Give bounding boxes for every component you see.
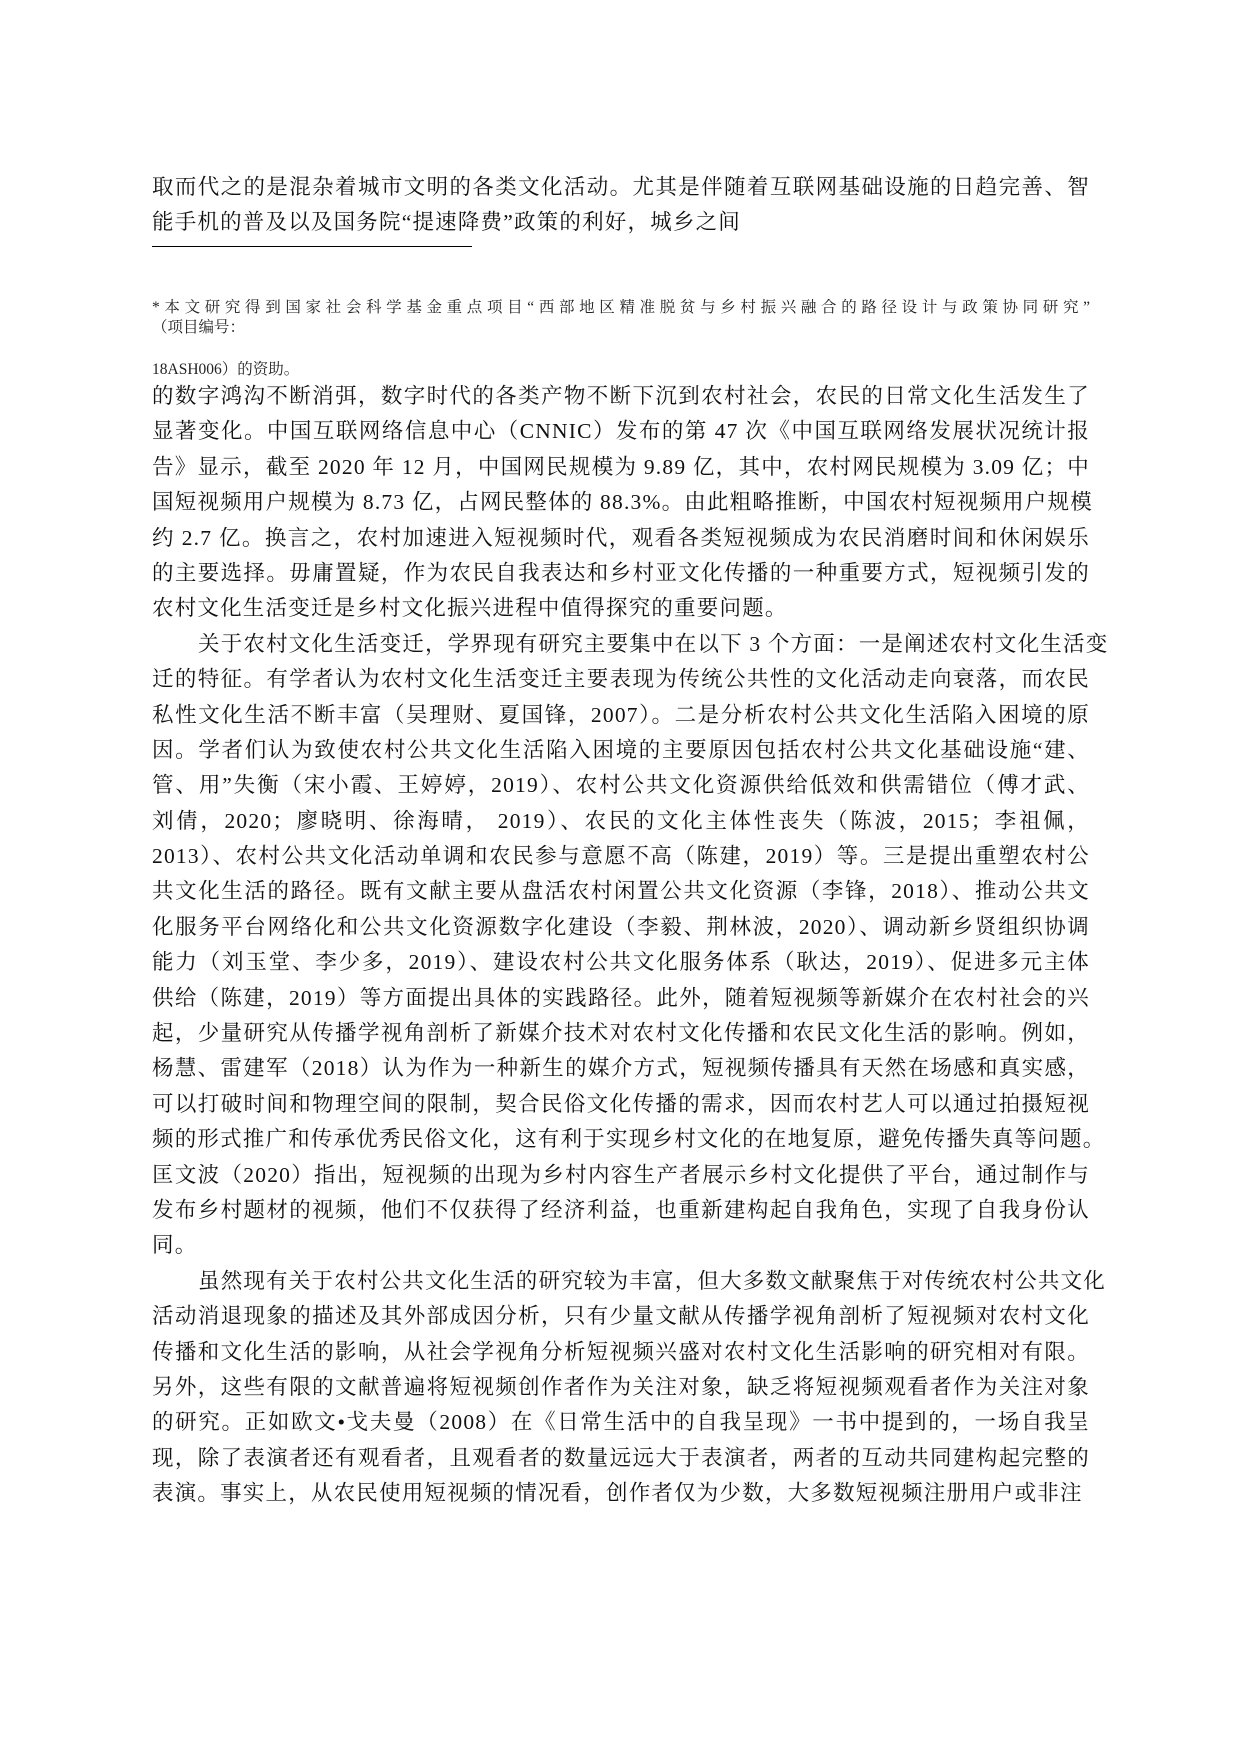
text-line: 迁的特征。有学者认为农村文化生活变迁主要表现为传统公共性的文化活动走向衰落，而农民 <box>152 667 1090 692</box>
text-line: 国短视频用户规模为 8.73 亿，占网民整体的 88.3%。由此粗略推断，中国农村短视频用户规模 <box>152 490 1093 515</box>
text-line: 供给（陈建，2019）等方面提出具体的实践路径。此外，随着短视频等新媒介在农村社会的兴 <box>152 985 1090 1010</box>
text-line: 刘倩，2020；廖晓明、徐海晴， 2019）、农民的文化主体性丧失（陈波，2015；李祖佩， <box>152 808 1090 833</box>
text-line: 2013）、农村公共文化活动单调和农民参与意愿不高（陈建，2019）等。三是提出重塑农村公 <box>152 844 1090 869</box>
text-line: 能手机的普及以及国务院“提速降费”政策的利好，城乡之间 <box>152 210 741 234</box>
text-line: 取而代之的是混杂着城市文明的各类文化活动。尤其是伴随着互联网基础设施的日趋完善、智 <box>152 175 1090 199</box>
footnote-line: （项目编号： <box>152 319 246 336</box>
text-line: 频的形式推广和传承优秀民俗文化，这有利于实现乡村文化的在地复原，避免传播失真等问题。 <box>152 1127 1106 1152</box>
text-line: 私性文化生活不断丰富（吴理财、夏国锋，2007）。二是分析农村公共文化生活陷入困境的原 <box>152 702 1090 727</box>
footnote <box>152 298 1090 380</box>
text-line: 现，除了表演者还有观看者，且观看者的数量远远大于表演者，两者的互动共同建构起完整的 <box>152 1445 1090 1470</box>
text-line: 的研究。正如欧文•戈夫曼（2008）在《日常生活中的自我呈现》一书中提到的，一场自我呈 <box>152 1410 1090 1435</box>
footnote-line: 18ASH006）的资助。 <box>152 361 300 378</box>
body-text <box>152 379 1109 1512</box>
footnote-divider <box>152 246 472 247</box>
paragraph <box>152 1264 1107 1512</box>
text-line: 化服务平台网络化和公共文化资源数字化建设（李毅、荆林波，2020）、调动新乡贤组织协调 <box>152 914 1090 939</box>
text-line: 杨慧、雷建军（2018）认为作为一种新生的媒介方式，短视频传播具有天然在场感和真实感， <box>152 1056 1090 1081</box>
text-line: 共文化生活的路径。既有文献主要从盘活农村闲置公共文化资源（李锋，2018）、推动公共文 <box>152 879 1090 904</box>
text-line: 虽然现有关于农村公共文化生活的研究较为丰富，但大多数文献聚焦于对传统农村公共文化 <box>198 1268 1107 1293</box>
text-line: 农村文化生活变迁是乡村文化振兴进程中值得探究的重要问题。 <box>152 596 788 621</box>
footnote-line: *本文研究得到国家社会科学基金重点项目“西部地区精准脱贫与乡村振兴融合的路径设计与政策协同研究” <box>152 299 1090 316</box>
text-line: 约 2.7 亿。换言之，农村加速进入短视频时代，观看各类短视频成为农民消磨时间和休闲娱乐 <box>152 525 1090 550</box>
paragraph <box>152 379 1093 627</box>
top-text <box>152 170 1090 240</box>
text-line: 同。 <box>152 1233 198 1258</box>
text-line: 起，少量研究从传播学视角剖析了新媒介技术对农村文化传播和农民文化生活的影响。例如， <box>152 1021 1090 1046</box>
text-line: 匡文波（2020）指出，短视频的出现为乡村内容生产者展示乡村文化提供了平台，通过制作与 <box>152 1162 1090 1187</box>
text-line: 的主要选择。毋庸置疑，作为农民自我表达和乡村亚文化传播的一种重要方式，短视频引发的 <box>152 560 1090 585</box>
text-line: 另外，这些有限的文献普遍将短视频创作者作为关注对象，缺乏将短视频观看者作为关注对象 <box>152 1374 1090 1399</box>
text-line: 因。学者们认为致使农村公共文化生活陷入困境的主要原因包括农村公共文化基础设施“建、 <box>152 737 1090 762</box>
text-line: 可以打破时间和物理空间的限制，契合民俗文化传播的需求，因而农村艺人可以通过拍摄短视 <box>152 1091 1090 1116</box>
text-line: 发布乡村题材的视频，他们不仅获得了经济利益，也重新建构起自我角色，实现了自我身份认 <box>152 1197 1090 1222</box>
text-line: 告》显示，截至 2020 年 12 月，中国网民规模为 9.89 亿，其中，农村网民规模为 3.09 亿；中 <box>152 454 1090 479</box>
text-line: 关于农村文化生活变迁，学界现有研究主要集中在以下 3 个方面：一是阐述农村文化生活变 <box>198 631 1109 656</box>
text-line: 的数字鸿沟不断消弭，数字时代的各类产物不断下沉到农村社会，农民的日常文化生活发生了 <box>152 384 1090 408</box>
paragraph <box>152 627 1109 1264</box>
text-line: 活动消退现象的描述及其外部成因分析，只有少量文献从传播学视角剖析了短视频对农村文化 <box>152 1304 1090 1329</box>
text-line: 传播和文化生活的影响，从社会学视角分析短视频兴盛对农村文化生活影响的研究相对有限。 <box>152 1339 1090 1364</box>
text-line: 能力（刘玉堂、李少多，2019）、建设农村公共文化服务体系（耿达，2019）、促进多元主体 <box>152 950 1090 975</box>
text-line: 显著变化。中国互联网络信息中心（CNNIC）发布的第 47 次《中国互联网络发展状况统计报 <box>152 419 1090 444</box>
text-line: 表演。事实上，从农民使用短视频的情况看，创作者仅为少数，大多数短视频注册用户或非注 <box>152 1481 1083 1506</box>
text-line: 管、用”失衡（宋小霞、王婷婷，2019）、农村公共文化资源供给低效和供需错位（傅才武、 <box>152 773 1090 798</box>
